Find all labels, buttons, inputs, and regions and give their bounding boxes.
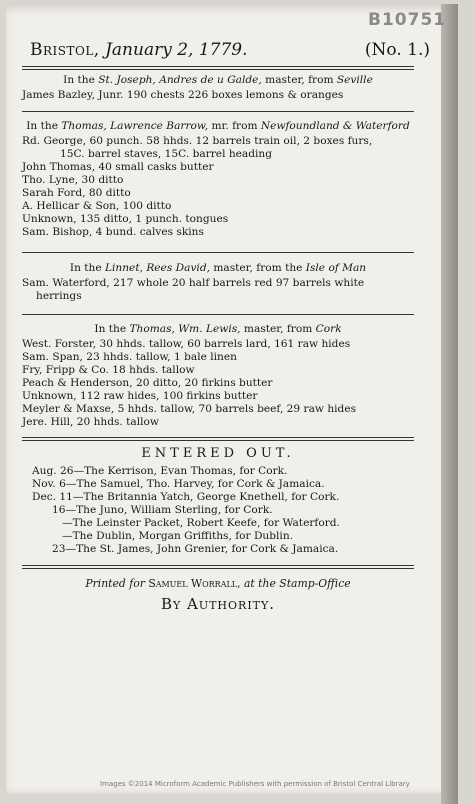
divider bbox=[22, 66, 414, 70]
divider bbox=[22, 314, 414, 315]
cargo-entry: Sam. Bishop, 4 bund. calves skins bbox=[22, 226, 204, 238]
cargo-entry: Sarah Ford, 80 ditto bbox=[22, 187, 131, 199]
departure-entry: 16—The Juno, William Sterling, for Cork. bbox=[52, 504, 273, 516]
cargo-entry: Sam. Waterford, 217 whole 20 half barrels red 97 barrels white bbox=[22, 277, 365, 289]
image-credit: Images ©2014 Microform Academic Publishers with permission of Bristol Central Library bbox=[100, 780, 410, 788]
divider bbox=[22, 437, 414, 441]
cargo-entry: Meyler & Maxse, 5 hhds. tallow, 70 barrels beef, 29 raw hides bbox=[22, 403, 357, 415]
page-edge-shadow bbox=[441, 4, 458, 804]
masthead bbox=[30, 40, 430, 60]
issue-number: (No. 1.) bbox=[364, 40, 430, 60]
departure-entry: 23—The St. James, John Grenier, for Cork & Jamaica. bbox=[52, 543, 339, 555]
cargo-entry: Jere. Hill, 20 hhds. tallow bbox=[22, 416, 159, 428]
cargo-entry: James Bazley, Junr. 190 chests 226 boxes lemons & oranges bbox=[22, 89, 344, 101]
departure-entry: —The Leinster Packet, Robert Keefe, for Waterford. bbox=[62, 517, 340, 529]
cargo-entry: Rd. George, 60 punch. 58 hhds. 12 barrels train oil, 2 boxes furs, bbox=[22, 135, 373, 147]
section-heading: In the Thomas, Wm. Lewis, master, from Cork bbox=[94, 323, 342, 335]
masthead-city: Bristol, bbox=[30, 40, 100, 60]
cargo-entry: Sam. Span, 23 hhds. tallow, 1 bale linen bbox=[22, 351, 237, 363]
cargo-entry: John Thomas, 40 small casks butter bbox=[22, 161, 214, 173]
section-heading: In the St. Joseph, Andres de u Galde, master, from Seville bbox=[63, 74, 373, 86]
divider bbox=[22, 252, 414, 253]
cargo-entry: Unknown, 112 raw hides, 100 firkins butter bbox=[22, 390, 258, 402]
cargo-entry: Fry, Fripp & Co. 18 hhds. tallow bbox=[22, 364, 195, 376]
section-heading: In the Linnet, Rees David, master, from the Isle of Man bbox=[69, 262, 367, 274]
divider bbox=[22, 565, 414, 569]
cargo-entry: A. Hellicar & Son, 100 ditto bbox=[22, 200, 172, 212]
section-heading: In the Thomas, Lawrence Barrow, mr. from Newfoundland & Waterford bbox=[26, 120, 410, 132]
entered-out-heading: ENTERED OUT. bbox=[141, 446, 295, 461]
cargo-entry: Tho. Lyne, 30 ditto bbox=[22, 174, 124, 186]
cargo-entry: 15C. barrel staves, 15C. barrel heading bbox=[60, 148, 273, 160]
authority-line: By Authority. bbox=[160, 595, 276, 613]
cargo-entry: Unknown, 135 ditto, 1 punch. tongues bbox=[22, 213, 229, 225]
departure-entry: Aug. 26—The Kerrison, Evan Thomas, for Cork. bbox=[32, 465, 288, 477]
cargo-entry: herrings bbox=[36, 290, 82, 302]
divider bbox=[22, 111, 414, 112]
cargo-entry: Peach & Henderson, 20 ditto, 20 firkins butter bbox=[22, 377, 273, 389]
masthead-date: January 2, 1779. bbox=[105, 40, 248, 60]
departure-entry: Dec. 11—The Britannia Yatch, George Knethell, for Cork. bbox=[32, 491, 340, 503]
printer-line: Printed for Samuel Worrall, at the Stamp-Office bbox=[85, 577, 351, 590]
departure-entry: —The Dublin, Morgan Griffiths, for Dublin. bbox=[62, 530, 294, 542]
departure-entry: Nov. 6—The Samuel, Tho. Harvey, for Cork & Jamaica. bbox=[32, 478, 325, 490]
cargo-entry: West. Forster, 30 hhds. tallow, 60 barrels lard, 161 raw hides bbox=[22, 338, 351, 350]
archive-stamp: B10751 bbox=[368, 10, 447, 30]
